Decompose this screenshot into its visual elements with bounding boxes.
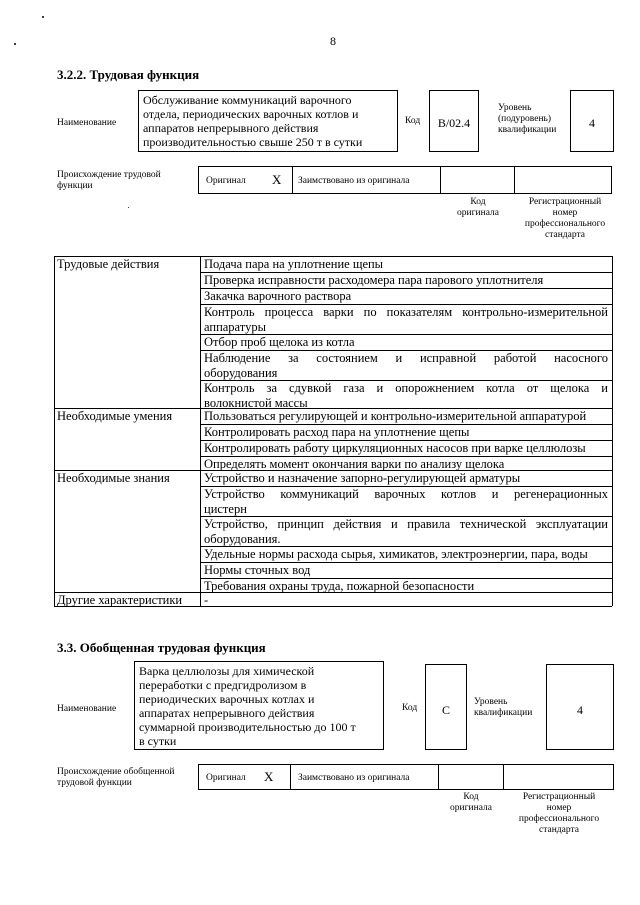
name-label: Наименование (57, 118, 117, 128)
table-cell-line: Удельные нормы расхода сырья, химикатов, электроэнергии, пара, воды (204, 547, 588, 561)
caption-line: оригинала (450, 803, 492, 813)
reg-number-caption (512, 197, 618, 241)
scan-speck (128, 207, 129, 208)
table-cell-line: Наблюдение за состоянием и исправной работой насосного (204, 351, 608, 365)
table-cell-line: волокнистой массы (204, 395, 308, 408)
name-line: отдела, периодических варочных котлов и (143, 107, 359, 121)
table-cell-line: Требования охраны труда, пожарной безопасности (204, 579, 475, 592)
borrowed-label: Заимствовано из оригинала (298, 176, 410, 186)
row-group-label: Трудовые действия (57, 257, 160, 271)
table-cell-line: Контролировать работу циркуляционных насосов при варке целлюлозы (204, 441, 586, 455)
origin-label-line: трудовой функции (57, 778, 132, 788)
table-cell-line: Нормы сточных вод (204, 563, 311, 577)
scan-speck (42, 16, 44, 18)
name-box (134, 661, 384, 750)
reg-number-caption (505, 792, 613, 836)
table-row (201, 273, 611, 288)
table-row (201, 335, 611, 350)
original-label: Оригинал (206, 773, 246, 783)
origin-label (57, 170, 161, 192)
level-label-line: Уровень (474, 697, 508, 707)
section-heading-3-2-2: 3.2.2. Трудовая функция (57, 67, 200, 82)
table-row (201, 579, 611, 592)
name-line: аппаратах непрерывного действия (139, 706, 315, 720)
row-group-label: Необходимые умения (57, 409, 173, 423)
level-value: 4 (570, 90, 614, 152)
caption-line: профессионального (524, 219, 606, 229)
table-row (201, 517, 611, 546)
table-cell-line: Пользоваться регулирующей и контрольно-измерительной аппаратурой (204, 409, 587, 423)
table-border (612, 256, 613, 606)
original-mark: X (264, 769, 274, 784)
table-row (201, 487, 611, 516)
name-line: суммарной производительностью до 100 т (139, 720, 356, 734)
caption-line: стандарта (539, 825, 579, 835)
caption-line: оригинала (457, 208, 499, 218)
table-cell-line: Устройство и назначение запорно-регулирующей арматуры (204, 471, 521, 485)
table-cell-line: Подача пара на уплотнение щепы (204, 257, 384, 271)
table-cell-line: - (204, 593, 209, 606)
origin-divider (514, 166, 515, 194)
table-cell-line: Отбор проб щелока из котла (204, 335, 355, 349)
table-row (201, 289, 611, 304)
level-label-line: (подуровень) (498, 114, 552, 124)
origin-label-line: функции (57, 181, 93, 191)
origin-divider (438, 764, 439, 790)
table-cell-line: Контроль за сдувкой газа и опорожнением котла от щелока и (204, 381, 608, 395)
table-row (201, 547, 611, 562)
name-line: производительностью свыше 250 т в сутки (143, 135, 363, 149)
name-line: периодических варочных котлах и (139, 692, 315, 706)
table-row (201, 425, 611, 440)
code-value: В/02.4 (429, 90, 479, 152)
table-cell-line: Контроль процесса варки по показателям контрольно-измерительной (204, 305, 608, 319)
row-group-label: Необходимые знания (57, 471, 170, 485)
origin-divider (440, 166, 441, 194)
table-row (201, 257, 611, 272)
table-row (201, 441, 611, 456)
level-label-line: Уровень (498, 103, 532, 113)
name-label: Наименование (57, 704, 117, 714)
name-line: аппаратов непрерывного действия (143, 121, 319, 135)
table-cell-line: аппаратуры (204, 319, 266, 334)
table-row (201, 563, 611, 578)
table-row (201, 457, 611, 470)
name-line: Обслуживание коммуникаций варочного (143, 93, 352, 107)
table-cell-line: Проверка исправности расходомера пара парового уплотнителя (204, 273, 544, 287)
table-cell-line: оборудования (204, 365, 278, 380)
origin-label-line: Происхождение обобщенной (57, 767, 175, 777)
code-label: Код (402, 703, 418, 713)
level-label (498, 103, 556, 136)
page-number: 8 (330, 34, 336, 48)
caption-line: профессионального (518, 814, 600, 824)
table-cell-line: Определять момент окончания варки по анализу щелока (204, 457, 505, 470)
caption-line: Код (463, 792, 479, 802)
caption-line: номер (546, 803, 572, 813)
table-cell-line: оборудования. (204, 531, 281, 546)
table-row (201, 305, 611, 334)
code-value: С (425, 664, 467, 750)
name-line: в сутки (139, 734, 177, 748)
level-label-line: квалификации (474, 708, 533, 718)
table-cell-line: Устройство коммуникаций варочных котлов и регенерационных (204, 487, 608, 501)
table-row (201, 471, 611, 486)
table-cell-line: Устройство, принцип действия и правила технической эксплуатации (204, 517, 608, 531)
level-label-line: квалификации (498, 125, 557, 135)
origin-divider (292, 166, 293, 194)
origin-label (57, 767, 175, 789)
table-cell-line: цистерн (204, 501, 247, 516)
section-heading-3-3: 3.3. Обобщенная трудовая функция (57, 640, 266, 655)
table-row (201, 409, 611, 424)
name-box (138, 90, 398, 152)
table-border (54, 256, 55, 606)
original-code-caption (440, 792, 502, 814)
code-label: Код (405, 116, 421, 126)
level-label (474, 697, 532, 719)
caption-line: Регистрационный (522, 792, 596, 802)
caption-line: номер (552, 208, 578, 218)
origin-divider (290, 764, 291, 790)
origin-divider (503, 764, 504, 790)
origin-label-line: Происхождение трудовой (57, 170, 161, 180)
level-value: 4 (546, 664, 614, 750)
name-line: Варка целлюлозы для химической (139, 664, 315, 678)
caption-line: стандарта (545, 230, 585, 240)
caption-line: Регистрационный (528, 197, 602, 207)
original-mark: X (272, 172, 282, 187)
scan-speck (14, 43, 16, 45)
table-cell-line: Контролировать расход пара на уплотнение щепы (204, 425, 470, 439)
original-code-caption (446, 197, 510, 219)
table-row (201, 593, 611, 606)
caption-line: Код (470, 197, 486, 207)
name-line: переработки с предгидролизом в (139, 678, 307, 692)
table-row (201, 381, 611, 408)
borrowed-label: Заимствовано из оригинала (298, 773, 410, 783)
row-group-label: Другие характеристики (57, 593, 183, 607)
original-label: Оригинал (206, 176, 246, 186)
table-cell-line: Закачка варочного раствора (204, 289, 352, 303)
table-row (201, 351, 611, 380)
